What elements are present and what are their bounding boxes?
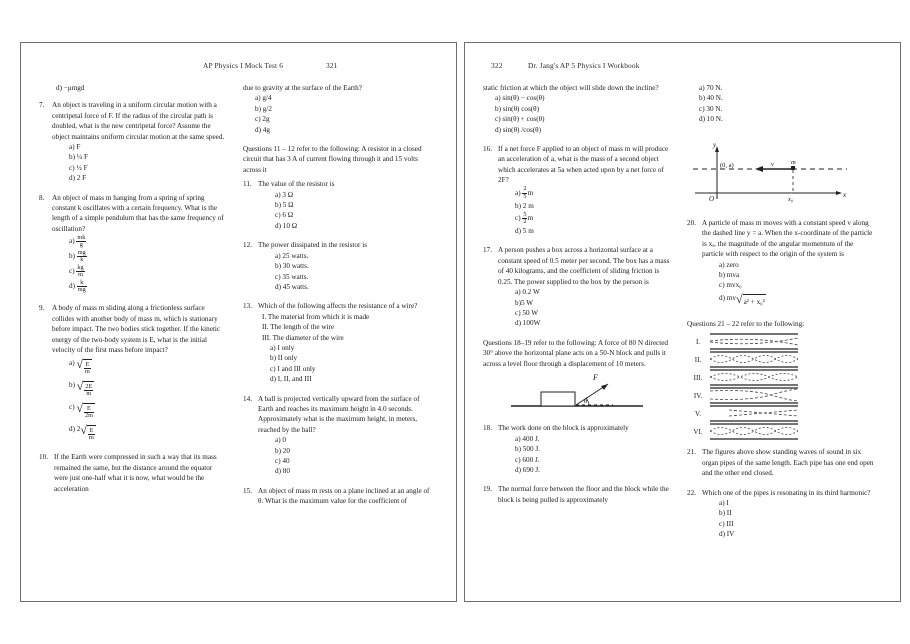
option-item: a) 0.2 W [515,288,540,297]
question-15 [243,486,431,507]
option-item: c) sin(θ) + cos(θ) [495,115,545,124]
question-text: A body of mass m sliding along a frictionless surface collides with another body of mass m, which is stationary before impact. The two bodies stick together. If the kinetic energy of the two-body system is E, what is the initial velocity of the first mass before impact? [52,304,221,354]
question-text: An object of mass m rests on a plane inclined at an angle of θ. What is the maximum value for the coefficient of [258,486,430,506]
option-value: 2 m [522,201,534,210]
fraction [77,280,87,294]
fraction-denominator: mg [77,286,86,294]
question-text: A person pushes a box across a horizontal surface at a constant speed of 0.5 meter per second. The box has a mass of 40 kilograms, and the coefficient of sliding friction is 0.25. The power supplied to the box by the person is [498,246,670,286]
option-item: a) I only [270,343,295,352]
question-22 [687,488,875,540]
option-item [515,226,671,236]
roman-numeral-list [258,312,431,343]
right-page-running-head-title: Dr. Jang's AP 5 Physics I Workbook [528,61,640,70]
fraction-denominator: m [84,368,90,376]
question-text: Which one of the pipes is resonating in its third harmonic? [702,488,871,497]
square-root: √ $\frac{E}{m}$ [80,424,95,443]
option-item: b) II [719,509,732,518]
pipe-figure-6 [709,423,799,440]
option-item: a) 3 Ω [275,190,294,199]
option-list [258,343,431,385]
fraction-numerator: 2E [85,383,93,390]
option-item: d) 80 [275,467,290,476]
x-axis-label: x [843,190,847,199]
option-label: b) [69,381,75,390]
option-coefficient: mv [726,293,736,302]
question-number: 15. [243,486,252,495]
question-text: Which of the following affects the resistance of a wire? [258,302,418,311]
pipe-figure-5 [709,405,799,422]
square-root: √ $\frac{E}{2m}$ [76,402,95,421]
option-label: d) [69,282,75,291]
option-label: b) [515,201,521,210]
pipe-label: V. [695,409,701,418]
option-list [258,435,431,477]
right-page-column-b [687,83,875,549]
pipe-figure-4 [709,387,799,404]
option-item: a) 0 [275,436,286,445]
option-item: c) 600 J. [515,455,540,464]
fraction-numerator: 2 [523,185,527,193]
question-text: The power dissipated in the resistor is [258,241,367,250]
fraction [76,265,84,279]
fraction [84,384,93,398]
x-coordinate-label: x₀ [788,195,794,203]
question-text: The figures above show standing waves of sound in six organ pipes of the same length. Each pipe has one end open and the other end closed. [702,448,874,478]
pipe-row-2 [687,351,875,368]
option-item [69,355,227,377]
question-text: If the Earth were compressed in such a way that its mass remained the same, but the distance around the equator were just one-half what it is now, what would be the acceleration [54,453,217,493]
option-list [498,287,671,329]
question-number: 13. [243,302,252,311]
option-item: d) 10 Ω [275,221,298,230]
fraction-denominator: 2 [523,218,527,226]
square-root: √ $\frac{E}{m}$ [76,358,91,377]
question-8 [39,193,227,295]
fraction-denominator: m [88,434,94,442]
fraction-denominator: g [79,241,83,249]
question-20 [687,218,875,310]
pipe-row-1 [687,333,875,350]
option-label: c) [69,403,75,412]
question-text: An object of mass m hanging from a spring of spring constant k oscillates with a certain frequency. What is the length of a simple pendulum that has the same frequency of oscillation? [52,193,224,233]
option-item: c) 50 W [515,308,539,317]
option-item: b) g/2 [255,104,272,113]
square-root: √ $\frac{2E}{m}$ [77,380,94,399]
option-list [52,355,227,443]
option-item [69,377,227,399]
option-item: a) sin(θ) − cos(θ) [495,94,545,103]
option-label: c) [515,214,521,223]
continued-option-list [483,93,671,135]
option-item: a) g/4 [255,94,272,103]
question-21 [687,447,875,478]
question-text: The normal force between the floor and the block while the block is being pulled is approximately [498,485,669,504]
option-suffix: m [527,188,534,197]
option-item: c) mvx₀ [719,281,742,290]
continued-option-list [243,93,431,135]
option-item: d) 690 J. [515,465,540,474]
question-16 [483,144,671,236]
option-list [258,190,431,232]
left-page-column-a [39,83,227,503]
option-item: c) III [719,519,734,528]
mass-label: m [791,158,796,166]
option-list [258,251,431,293]
option-item: d) −μmgd [56,84,85,92]
pipe-figure-3 [709,369,799,386]
right-page-number: 322 [491,61,503,70]
question-11 [243,179,431,231]
fraction-numerator: E [85,360,90,368]
left-page-column-b [243,83,431,516]
question-number: 7. [39,101,45,110]
left-page-number: 321 [326,61,338,70]
option-item: d) 2 F [69,174,87,183]
fraction-numerator: kg [77,263,84,271]
fraction-denominator: m [86,390,92,398]
question-14 [243,394,431,477]
lead-in-questions-21-22: Questions 21 – 22 refer to the following: [687,319,805,328]
pipe-label: I. [695,337,701,346]
pipe-label: III. [693,373,703,382]
option-item [69,249,227,264]
pipe-row-4 [687,387,875,404]
option-label: d) [69,425,75,434]
option-item: a) 25 watts. [275,251,309,260]
fraction [77,250,87,264]
pipe-row-6 [687,423,875,440]
fraction-numerator: E [89,427,94,435]
roman-item: II. The length of the wire [262,323,335,332]
option-item: b) mva [719,271,740,280]
fraction [88,428,95,442]
force-label: F [593,373,598,382]
question-18 [483,423,671,475]
option-label: a) [69,237,75,246]
right-page [464,42,901,602]
fraction [84,362,91,376]
particle-angular-momentum-diagram [687,139,875,212]
pipe-label: IV. [693,391,703,400]
option-item: b) 500 J. [515,445,540,454]
option-item: d) I, II, and III [270,375,312,384]
question-13 [243,301,431,384]
question-12 [243,240,431,292]
point-coordinate-label: (0, a) [720,161,734,169]
option-label: a) [69,359,75,368]
question-10 [39,452,227,494]
square-root: √a² + x₀² [736,293,766,310]
question-19 [483,484,671,505]
fraction-numerator: 5 [523,210,527,218]
continued-option-list [687,83,875,125]
question-9 [39,303,227,443]
option-item [69,234,227,249]
question-number: 17. [483,246,492,255]
option-item: b)5 W [515,298,534,307]
option-item: b) ¼ F [69,153,88,162]
option-list [498,434,671,476]
option-label: d) [515,227,521,236]
question-number: 9. [39,304,45,313]
angle-label: θ [584,396,588,405]
option-item [515,186,671,201]
radicand: a² + x₀² [743,294,766,310]
question-number: 18. [483,424,492,433]
option-item: d) 4g [255,125,270,134]
option-item: c) I and III only [270,364,316,373]
option-list [702,498,875,540]
fraction-numerator: mg [77,248,86,256]
option-item [515,211,671,226]
question-text: A particle of mass m moves with a constant speed v along the dashed line y = a. When the x-coordinate of the particle is xₐ, the magnitude of the angular momentum of the particle with respect to the origin of the system is [702,219,873,259]
question-number: 20. [687,219,696,228]
question-number: 16. [483,145,492,154]
organ-pipe-standing-waves [687,333,875,440]
option-item: b) 5 Ω [275,201,294,210]
option-label: d) [719,293,725,302]
continued-question-text: due to gravity at the surface of the Earth? [243,84,362,92]
option-coefficient: 2 [76,425,81,434]
fraction-numerator: k [77,280,87,287]
option-item [69,264,227,279]
fraction-denominator: 2m [84,412,93,420]
pipe-figure-1 [709,333,799,350]
option-label: b) [69,252,75,261]
question-number: 22. [687,488,696,497]
pipe-label: VI. [693,427,703,436]
option-item: c) 35 watts. [275,272,309,281]
fraction [84,406,94,420]
option-item: c) ½ F [69,163,88,172]
question-number: 12. [243,241,252,250]
velocity-label: v [771,160,774,168]
option-item: c) 2g [255,115,270,124]
question-7 [39,100,227,183]
fraction-numerator: mk [77,233,86,241]
option-suffix: m [527,214,534,223]
pipe-row-5 [687,405,875,422]
option-list [52,142,227,184]
origin-label: O [709,194,715,203]
option-item: a) zero [719,260,739,269]
option-item: a) 400 J. [515,434,540,443]
fraction-numerator: E [84,406,94,413]
option-item: b) sin(θ) cos(θ) [495,104,540,113]
option-item: c) 40 [275,457,290,465]
pipe-label: II. [694,355,702,364]
option-item: d) 100W [515,319,541,328]
question-number: 11. [243,180,252,189]
fraction [76,235,86,249]
option-item: b) 40 N. [699,94,723,103]
option-list [498,186,671,237]
option-item: d) IV [719,530,735,539]
question-number: 8. [39,193,45,202]
option-item: a) I [719,498,729,507]
question-number: 21. [687,448,696,457]
right-page-column-a [483,83,671,514]
question-text: The value of the resistor is [258,180,335,189]
question-text: An object is traveling in a uniform circular motion with a centripetal force of F. If the radius of the circular path is doubled, what is the new centripetal force? Assume the object maintains uniform circular motion at the same speed. [52,101,225,141]
question-text: If a net force F applied to an object of mass m will produce an acceleration of a, what is the mass of a second object which accelerates at 5a when acted upon by a net force of 2F? [498,145,669,185]
pipe-figure-2 [709,351,799,368]
question-17 [483,245,671,328]
option-item: c) 6 Ω [275,211,294,220]
option-list [702,260,875,310]
option-item: b) II only [270,354,298,363]
option-item: d) sin(θ) /cos(θ) [495,125,542,134]
continued-option-list [39,83,227,93]
question-text: The work done on the block is approximately [498,424,629,433]
option-item: d) 45 watts. [275,282,309,291]
question-number: 14. [243,394,252,403]
roman-item: III. The diameter of the wire [262,333,344,342]
option-item: a) 70 N. [699,84,723,92]
fraction-denominator: 5 [523,192,527,200]
pipe-row-3 [687,369,875,386]
fraction-denominator: k [80,256,84,264]
option-label: c) [69,267,75,276]
option-item [69,279,227,294]
option-item: c) 30 N. [699,104,723,113]
option-item [515,201,671,211]
left-page-running-head-title: AP Physics I Mock Test 6 [203,61,284,70]
left-page [20,42,457,602]
lead-in-questions-11-12: Questions 11 – 12 refer to the following: A resistor in a closed circuit that has 3 A of current flowing through it and 15 volts across it [243,145,422,174]
continued-question-text: static friction at which the object will slide down the incline? [483,84,659,92]
option-value: 5 m [522,227,534,236]
question-text: A ball is projected vertically upward from the surface of Earth and reaches its maximum height in 4.0 seconds. Approximately what is the maximum height, in meters, reached by the ball? [258,394,420,434]
fraction-denominator: m [78,271,83,279]
lead-in-questions-18-19: Questions 18–19 refer to the following: A force of 80 N directed 30° above the horizontal plane acts on a 50-N block and pulls it across a level floor through a displacement of 10 meters. [483,338,669,368]
option-item: a) F [69,143,81,152]
option-item: d) 10 N. [699,115,723,124]
option-item [69,399,227,421]
option-item: b) 20 [275,446,290,455]
option-label: a) [515,188,521,197]
option-list [52,234,227,294]
roman-item: I. The material from which it is made [262,312,370,321]
option-item [69,421,227,443]
question-number: 10. [39,453,48,462]
question-number: 19. [483,485,492,494]
option-item [719,291,875,310]
y-axis-label: y [713,140,717,149]
option-item: b) 30 watts. [275,262,309,271]
block-pulled-on-floor-diagram [483,374,671,417]
